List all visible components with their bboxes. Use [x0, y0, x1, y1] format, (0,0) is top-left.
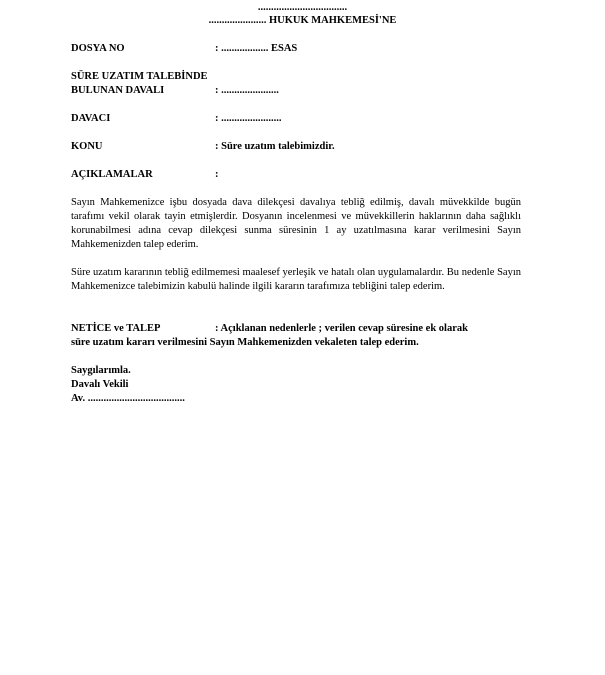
closing-role: Davalı Vekili — [71, 379, 129, 390]
konu-value: : Süre uzatım talebimizdir. — [215, 141, 335, 152]
netice-line-1: : Açıklanan nedenlerle ; verilen cevap süresine ek olarak — [215, 323, 468, 334]
aciklamalar-colon: : — [215, 169, 219, 180]
talep-label-line2: BULUNAN DAVALI — [71, 85, 165, 96]
davaci-value: : ....................... — [215, 113, 282, 124]
closing-greeting: Saygılarımla. — [71, 365, 131, 376]
aciklamalar-label: AÇIKLAMALAR — [71, 169, 153, 180]
body-paragraph-1: Sayın Mahkemenizce işbu dosyada dava dilekçesi davalıya tebliğ edilmiş, davalı müvekkilde bugün tarafımı vekil olarak tayin etmişlerdir. Dosyanın incelenmesi ve müvekkillerin haklarının daha sağlıklı korunabilmesi adına cevap dilekçesi sunma süresinin 1 ay uzatılmasına karar verilmesini Sayın Mahkemenizden talep ederim. — [71, 197, 521, 250]
netice-line-2: süre uzatım kararı verilmesini Sayın Mahkemenizden vekaleten talep ederim. — [71, 337, 419, 348]
davaci-label: DAVACI — [71, 113, 111, 124]
konu-label: KONU — [71, 141, 103, 152]
netice-label: NETİCE ve TALEP — [71, 323, 161, 334]
talep-value: : ...................... — [215, 85, 279, 96]
talep-label-line1: SÜRE UZATIM TALEBİNDE — [71, 71, 208, 82]
court-title: ...................... HUKUK MAHKEMESİ'NE — [208, 15, 397, 26]
signature-line: Av. ..................................... — [71, 393, 185, 404]
court-placeholder-line: .................................. — [257, 2, 348, 13]
dosya-no-label: DOSYA NO — [71, 43, 125, 54]
body-paragraph-2: Süre uzatım kararının tebliğ edilmemesi maalesef yerleşik ve hatalı olan uygulamalardır. Bu nedenle Sayın Mahkemenizce talebimizin kabulü halinde ilgili kararın tarafımıza tebliğini talep ederim. — [71, 267, 521, 292]
dosya-no-value: : .................. ESAS — [215, 43, 298, 54]
